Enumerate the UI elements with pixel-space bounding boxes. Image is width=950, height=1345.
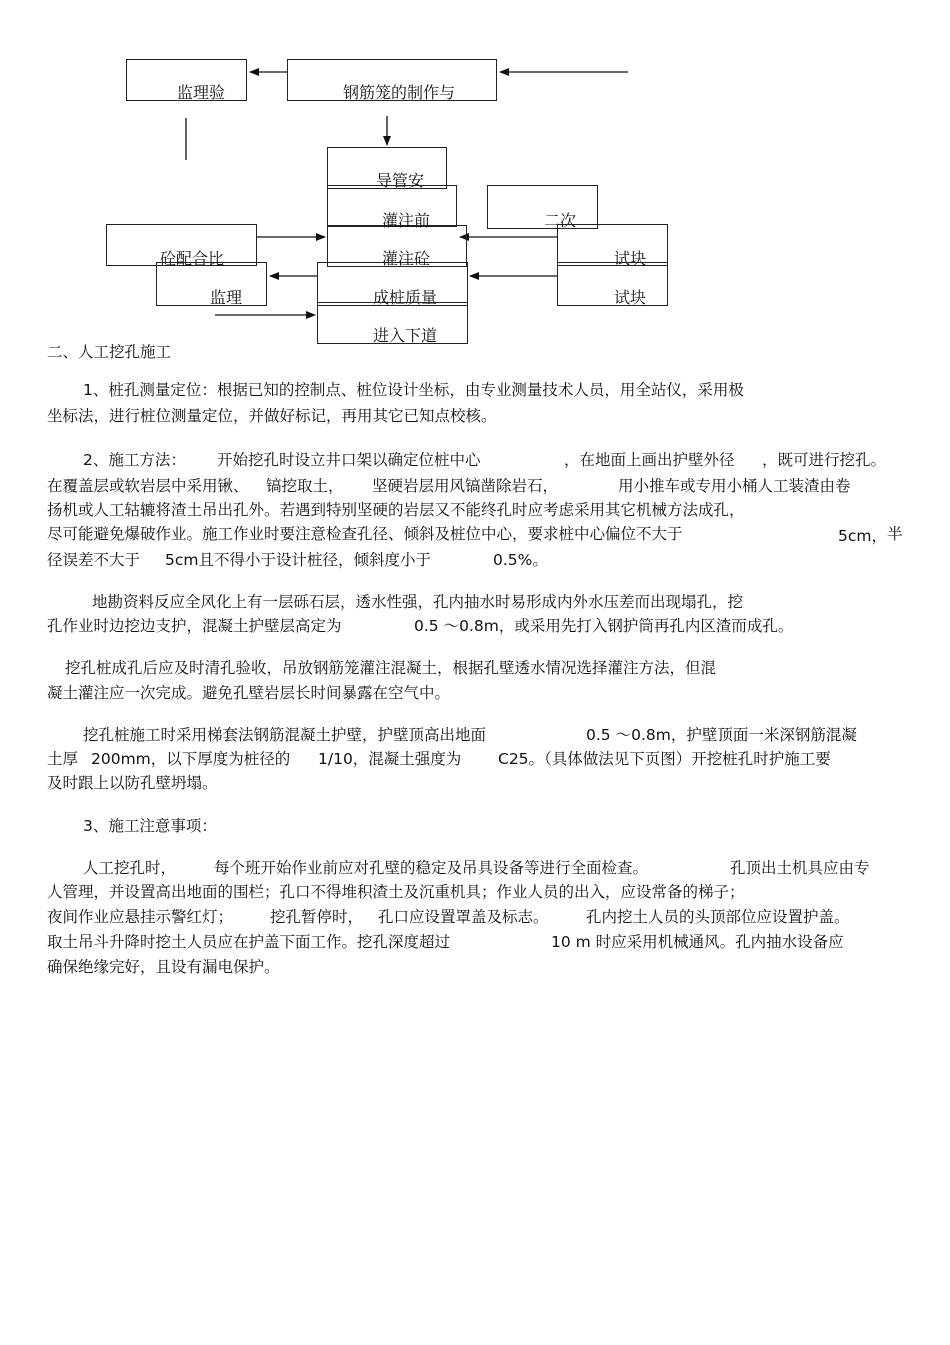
section-title: 二、人工挖孔施工: [47, 343, 172, 361]
para2-line5a: 径误差不大于: [47, 551, 141, 569]
para2-line1c: ，在地面上画出护壁外径: [564, 451, 735, 469]
second-label: 二次: [544, 211, 577, 230]
para2-line2b: 镐挖取土，: [266, 477, 344, 495]
para6-title: 3、施工注意事项：: [83, 817, 217, 835]
para3-line2b: 0.5 ～0.8m，或采用先打入钢护筒再孔内区渣而成孔。: [414, 617, 794, 635]
flowchart-connectors: [0, 0, 950, 350]
para4-line1: 挖孔桩成孔后应及时清孔验收，吊放钢筋笼灌注混凝土，根据孔壁透水情况选择灌注方法，但混: [65, 659, 717, 677]
para1-line1: 1、桩孔测量定位：根据已知的控制点、桩位设计坐标，由专业测量技术人员，用全站仪，采用极: [83, 381, 744, 399]
para2-line5c: 0.5%。: [493, 551, 548, 569]
para5-line3: 及时跟上以防孔壁坍塌。: [47, 774, 218, 792]
mix-ratio-label: 砼配合比: [160, 249, 225, 268]
para2-line4a: 尽可能避免爆破作业。施工作业时要注意检查孔径、倾斜及桩位中心，要求桩中心偏位不大于: [47, 525, 683, 543]
para2-line2a: 在覆盖层或软岩层中采用锹、: [47, 477, 249, 495]
para2-line1d: ，既可进行挖孔。: [762, 451, 887, 469]
para3-line2a: 孔作业时边挖边支护，混凝土护壁层高定为: [47, 617, 342, 635]
pour-concrete-label: 灌注砼: [382, 249, 431, 268]
para2-line2c: 坚硬岩层用风镐凿除岩石，: [372, 477, 559, 495]
para2-line3: 扬机或人工轱辘将渣土吊出孔外。若遇到特别坚硬的岩层又不能终孔时应考虑采用其它机械方法成孔，: [47, 501, 745, 519]
supervisor-label: 监理: [210, 288, 243, 307]
test-block-2-label: 试块: [614, 288, 647, 307]
next-step-label: 进入下道: [373, 326, 438, 345]
para4-line2: 凝土灌注应一次完成。避免孔壁岩层长时间暴露在空气中。: [47, 684, 451, 702]
cage-making-label: 钢筋笼的制作与: [343, 83, 456, 102]
para7-line3c: 孔口应设置罩盖及标志。: [378, 908, 549, 926]
test-block-1-box: [557, 224, 668, 266]
para2-line5b: 5cm且不得小于设计桩径，倾斜度小于: [165, 551, 431, 569]
para7-line3a: 夜间作业应悬挂示警红灯；: [47, 908, 234, 926]
para2-line2d: 用小推车或专用小桶人工装渣由卷: [618, 477, 851, 495]
test-block-2-box: [557, 262, 668, 306]
pipe-install-label: 导管安: [376, 171, 425, 190]
para7-line3b: 挖孔暂停时，: [270, 908, 364, 926]
para7-line4a: 取土吊斗升降时挖土人员应在护盖下面工作。挖孔深度超过: [47, 933, 451, 951]
para7-line1a: 人工挖孔时，: [83, 859, 177, 877]
para2-line1a: 2、施工方法：: [83, 451, 186, 469]
para7-line4b: 10 m 时应采用机械通风。孔内抽水设备应: [551, 933, 844, 951]
para2-line4b: 5cm，: [838, 527, 887, 545]
pile-quality-label: 成桩质量: [373, 288, 438, 307]
para5-line2b: 200mm，以下厚度为桩径的: [91, 750, 291, 768]
test-block-1-label: 试块: [614, 249, 647, 268]
supervisor-check-label: 监理验: [177, 83, 226, 102]
pre-pour-label: 灌注前: [382, 211, 431, 230]
para7-line1c: 孔顶出土机具应由专: [730, 859, 870, 877]
para7-line1b: 每个班开始作业前应对孔壁的稳定及吊具设备等进行全面检查。: [214, 859, 649, 877]
para7-line2: 人管理，并设置高出地面的围栏；孔口不得堆积渣土及沉重机具；作业人员的出入，应设常备的梯子；: [47, 883, 745, 901]
para5-line2d: C25。（具体做法见下页图）开挖桩孔时护施工要: [498, 750, 831, 768]
para7-line5: 确保绝缘完好，且设有漏电保护。: [47, 958, 280, 976]
para2-line1b: 开始挖孔时设立井口架以确定位桩中心: [217, 451, 481, 469]
second-box: [487, 185, 598, 229]
para5-line1a: 挖孔桩施工时采用梯套法钢筋混凝土护壁，护壁顶高出地面: [83, 726, 487, 744]
para5-line1b: 0.5 ～0.8m，护壁顶面一米深钢筋混凝: [586, 726, 857, 744]
para5-line2a: 土厚: [47, 750, 79, 768]
para3-line1: 地勘资料反应全风化上有一层砾石层，透水性强，孔内抽水时易形成内外水压差而出现塌孔，挖: [92, 593, 744, 611]
para1-line2: 坐标法，进行桩位测量定位，并做好标记，再用其它已知点校核。: [47, 407, 497, 425]
para2-line4c: 半: [887, 525, 903, 543]
para7-line3d: 孔内挖土人员的头顶部位应设置护盖。: [586, 908, 850, 926]
para5-line2c: 1/10，混凝土强度为: [318, 750, 462, 768]
